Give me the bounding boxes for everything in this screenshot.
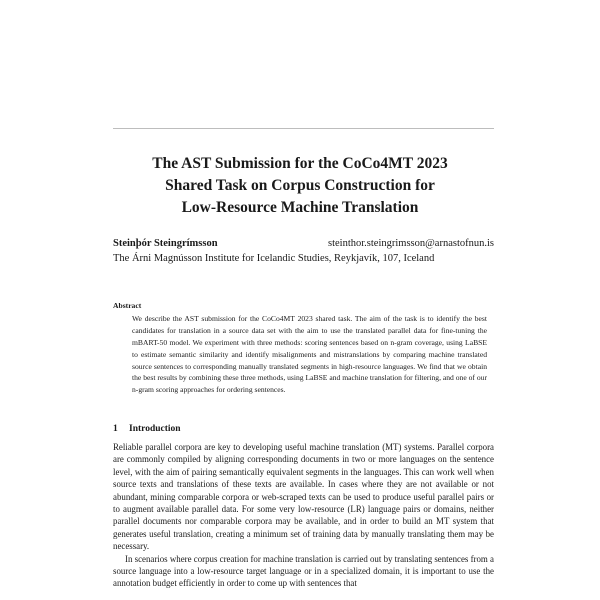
section-number: 1 [113, 424, 118, 434]
paragraph: In scenarios where corpus creation for machine translation is carried out by translating sentences from a source language into a low-resource target language or in a specialized domain, it is important to use the annotation budget efficiently in order to come up with sentences that [113, 553, 494, 589]
paper-title [100, 153, 500, 219]
paragraph: Reliable parallel corpora are key to developing useful machine translation (MT) systems. Parallel corpora are commonly compiled by aligning corresponding documents in two or more languages on the sentence level, with the aim of pairing semantically equivalent segments in the languages. This can work well when source texts and translations of these texts are available. In cases where they are not available or not abundant, mining comparable corpora or web-scraped texts can be used to produce useful parallel pairs or to augment available parallel data. For some very low-resource (LR) language pairs or domains, neither parallel documents nor comparable corpora may be available, and in order to build an MT system that generates useful translation, creating a minimum set of training data by manually translating them may be necessary. [113, 442, 494, 552]
body-text [113, 441, 494, 590]
author-affiliation: The Árni Magnússon Institute for Icelandic Studies, Reykjavík, 107, Iceland [113, 253, 435, 264]
section-heading [113, 423, 494, 436]
author-name: Steinþór Steingrímsson [113, 238, 218, 249]
title-line: Shared Task on Corpus Construction for [165, 177, 435, 194]
top-rule [113, 128, 494, 129]
abstract-text: We describe the AST submission for the CoCo4MT 2023 shared task. The aim of the task is to identify the best candidates for translation in a source data set with the aim to use the translated parallel data for fine-tuning the mBART-50 model. We experiment with three methods: scoring sentences based on n-gram coverage, using LaBSE to estimate semantic similarity and identify misalignments and mistranslations by comparing machine translated source sentences to corresponding manually translated segments in high-resource languages. We find that we obtain the best results by combining these three methods, using LaBSE and machine translation for filtering, and one of our n-gram scoring approaches for ordering sentences. [132, 313, 487, 395]
title-line: The AST Submission for the CoCo4MT 2023 [152, 155, 448, 172]
author-block [113, 236, 494, 266]
title-line: Low-Resource Machine Translation [181, 199, 419, 216]
section-title: Introduction [129, 424, 181, 434]
author-email[interactable]: steinthor.steingrimsson@arnastofnun.is [328, 238, 494, 249]
abstract-heading: Abstract [113, 301, 142, 310]
abstract [113, 300, 494, 396]
